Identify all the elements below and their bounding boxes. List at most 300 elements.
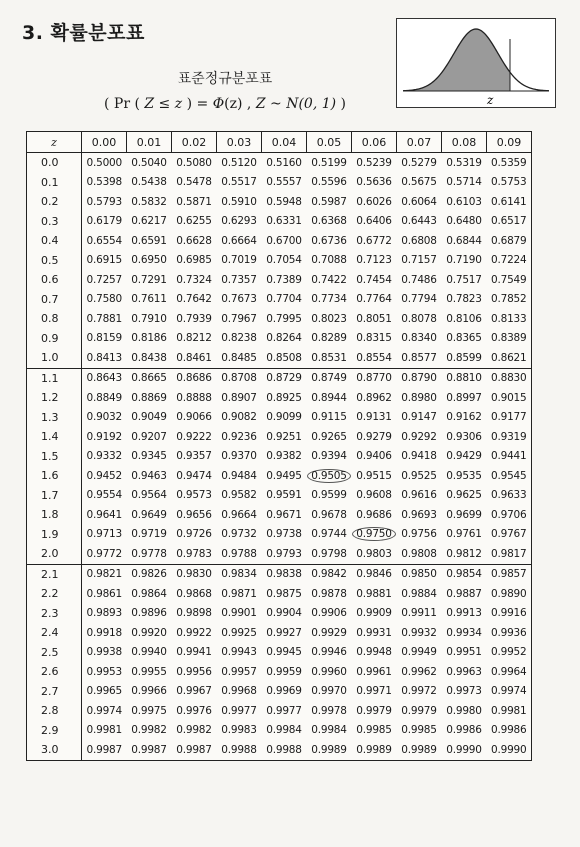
column-header: 0.00 bbox=[82, 132, 127, 153]
probability-cell: 0.8962 bbox=[356, 391, 392, 404]
probability-cell-circled bbox=[352, 525, 397, 545]
z-row-label: 1.5 bbox=[27, 447, 82, 467]
probability-cell: 0.6141 bbox=[487, 192, 532, 212]
table-row bbox=[27, 544, 532, 564]
column-header: 0.02 bbox=[172, 132, 217, 153]
probability-cell: 0.6700 bbox=[266, 234, 302, 247]
curve-z-label: z bbox=[487, 93, 494, 107]
z-column-header: z bbox=[27, 132, 82, 153]
table-row bbox=[27, 153, 532, 173]
probability-cell: 0.9904 bbox=[266, 607, 302, 620]
probability-cell: 0.9830 bbox=[176, 568, 212, 581]
probability-cell: 0.7823 bbox=[446, 293, 482, 306]
probability-cell: 0.9582 bbox=[221, 489, 257, 502]
table-row bbox=[27, 525, 532, 545]
column-header: 0.06 bbox=[352, 132, 397, 153]
probability-cell: 0.9812 bbox=[442, 544, 487, 564]
probability-cell: 0.9898 bbox=[176, 607, 212, 620]
probability-cell: 0.6517 bbox=[487, 212, 532, 232]
table-row bbox=[27, 701, 532, 721]
probability-cell: 0.9251 bbox=[266, 430, 302, 443]
probability-cell: 0.9767 bbox=[487, 525, 532, 545]
z-row-label: 2.8 bbox=[27, 701, 82, 721]
probability-cell: 0.8554 bbox=[352, 348, 397, 368]
probability-cell: 0.8944 bbox=[311, 391, 347, 404]
probability-cell: 0.8849 bbox=[86, 391, 123, 404]
probability-cell: 0.9441 bbox=[487, 447, 532, 467]
probability-cell: 0.9817 bbox=[487, 544, 532, 564]
probability-cell: 0.9890 bbox=[487, 584, 532, 604]
probability-cell: 0.9306 bbox=[446, 430, 482, 443]
probability-cell: 0.8577 bbox=[397, 348, 442, 368]
probability-cell: 0.9406 bbox=[356, 450, 392, 463]
probability-cell: 0.6480 bbox=[446, 215, 482, 228]
table-row bbox=[27, 173, 532, 193]
probability-cell: 0.9192 bbox=[86, 430, 123, 443]
probability-cell: 0.8485 bbox=[217, 348, 262, 368]
probability-cell: 0.9793 bbox=[262, 544, 307, 564]
table-row bbox=[27, 643, 532, 663]
probability-cell: 0.9972 bbox=[401, 685, 437, 698]
probability-cell: 0.7549 bbox=[487, 270, 532, 290]
probability-cell: 0.9957 bbox=[221, 665, 257, 678]
probability-cell: 0.9147 bbox=[401, 411, 437, 424]
probability-cell: 0.9982 bbox=[176, 724, 212, 737]
probability-cell: 0.8212 bbox=[176, 332, 212, 345]
z-row-label: 0.0 bbox=[27, 153, 82, 173]
probability-cell: 0.9981 bbox=[86, 724, 123, 737]
probability-cell: 0.6368 bbox=[311, 215, 347, 228]
probability-cell: 0.9989 bbox=[352, 740, 397, 760]
table-row bbox=[27, 309, 532, 329]
probability-cell: 0.9964 bbox=[487, 662, 532, 682]
probability-cell: 0.9049 bbox=[131, 411, 167, 424]
z-row-label: 1.8 bbox=[27, 505, 82, 525]
probability-cell: 0.6950 bbox=[131, 254, 167, 267]
table-row bbox=[27, 212, 532, 232]
probability-cell: 0.5871 bbox=[176, 195, 212, 208]
probability-cell: 0.9988 bbox=[262, 740, 307, 760]
probability-cell: 0.9929 bbox=[311, 626, 347, 639]
column-header: 0.01 bbox=[127, 132, 172, 153]
probability-cell: 0.7422 bbox=[311, 273, 347, 286]
probability-cell: 0.8315 bbox=[356, 332, 392, 345]
normal-curve-figure bbox=[396, 18, 556, 108]
probability-cell: 0.9945 bbox=[266, 646, 302, 659]
probability-cell: 0.9948 bbox=[356, 646, 392, 659]
probability-cell: 0.9554 bbox=[86, 489, 123, 502]
probability-cell: 0.9988 bbox=[217, 740, 262, 760]
z-row-label: 1.6 bbox=[27, 466, 82, 486]
probability-cell: 0.9515 bbox=[356, 469, 392, 482]
probability-cell: 0.9279 bbox=[356, 430, 392, 443]
probability-cell: 0.9983 bbox=[221, 724, 257, 737]
probability-cell: 0.9625 bbox=[446, 489, 482, 502]
probability-cell: 0.9591 bbox=[266, 489, 302, 502]
probability-cell: 0.7910 bbox=[131, 312, 167, 325]
probability-cell: 0.7486 bbox=[401, 273, 437, 286]
probability-cell: 0.9821 bbox=[86, 568, 123, 581]
z-row-label: 2.0 bbox=[27, 544, 82, 564]
probability-cell: 0.9973 bbox=[446, 685, 482, 698]
z-row-label: 2.6 bbox=[27, 662, 82, 682]
table-row bbox=[27, 192, 532, 212]
z-row-label: 0.9 bbox=[27, 329, 82, 349]
probability-cell: 0.9066 bbox=[176, 411, 212, 424]
probability-cell: 0.9761 bbox=[446, 528, 482, 541]
z-row-label: 2.7 bbox=[27, 682, 82, 702]
probability-cell: 0.9236 bbox=[221, 430, 257, 443]
probability-cell: 0.6808 bbox=[401, 234, 437, 247]
probability-cell: 0.9545 bbox=[487, 466, 532, 486]
probability-cell: 0.9922 bbox=[176, 626, 212, 639]
probability-cell: 0.9977 bbox=[221, 704, 257, 717]
probability-cell: 0.8264 bbox=[266, 332, 302, 345]
probability-cell: 0.9975 bbox=[131, 704, 167, 717]
probability-cell: 0.9861 bbox=[86, 587, 123, 600]
probability-cell: 0.8869 bbox=[131, 391, 167, 404]
probability-cell: 0.8830 bbox=[487, 368, 532, 388]
probability-cell: 0.5832 bbox=[131, 195, 167, 208]
probability-cell: 0.9838 bbox=[266, 568, 302, 581]
probability-cell: 0.9940 bbox=[131, 646, 167, 659]
probability-cell: 0.8997 bbox=[446, 391, 482, 404]
probability-cell: 0.9177 bbox=[487, 408, 532, 428]
z-row-label: 0.7 bbox=[27, 290, 82, 310]
table-row bbox=[27, 408, 532, 428]
probability-cell: 0.9978 bbox=[311, 704, 347, 717]
formula-z-small: z bbox=[174, 96, 183, 112]
probability-cell: 0.8159 bbox=[86, 332, 123, 345]
probability-cell: 0.9961 bbox=[356, 665, 392, 678]
probability-cell: 0.9744 bbox=[311, 528, 347, 541]
formula-z-var: Z bbox=[144, 96, 155, 112]
probability-cell: 0.5753 bbox=[487, 173, 532, 193]
probability-cell: 0.6844 bbox=[446, 234, 482, 247]
probability-cell: 0.9641 bbox=[86, 508, 123, 521]
probability-cell: 0.9906 bbox=[311, 607, 347, 620]
probability-cell: 0.8508 bbox=[262, 348, 307, 368]
probability-cell: 0.9429 bbox=[446, 450, 482, 463]
probability-cell: 0.5910 bbox=[221, 195, 257, 208]
z-row-label: 1.0 bbox=[27, 348, 82, 368]
probability-cell: 0.9292 bbox=[401, 430, 437, 443]
formula-phi: Φ bbox=[212, 96, 225, 112]
probability-cell: 0.8621 bbox=[487, 348, 532, 368]
z-row-label: 1.3 bbox=[27, 408, 82, 428]
probability-cell: 0.9963 bbox=[446, 665, 482, 678]
probability-cell: 0.9868 bbox=[176, 587, 212, 600]
probability-cell: 0.9332 bbox=[86, 450, 123, 463]
z-row-label: 2.3 bbox=[27, 604, 82, 624]
z-row-label: 2.1 bbox=[27, 564, 82, 584]
probability-cell: 0.9656 bbox=[176, 508, 212, 521]
probability-cell: 0.8643 bbox=[86, 372, 123, 385]
probability-cell: 0.8531 bbox=[307, 348, 352, 368]
column-header: 0.05 bbox=[307, 132, 352, 153]
probability-cell: 0.9878 bbox=[311, 587, 347, 600]
probability-cell: 0.5675 bbox=[401, 176, 437, 189]
probability-cell: 0.5398 bbox=[86, 176, 123, 189]
probability-cell: 0.7454 bbox=[356, 273, 392, 286]
probability-cell: 0.9955 bbox=[131, 665, 167, 678]
probability-cell: 0.9974 bbox=[86, 704, 123, 717]
probability-cell: 0.9686 bbox=[356, 508, 392, 521]
probability-cell: 0.7389 bbox=[266, 273, 302, 286]
probability-cell: 0.6985 bbox=[176, 254, 212, 267]
probability-cell: 0.9985 bbox=[356, 724, 392, 737]
table-row bbox=[27, 740, 532, 760]
probability-cell: 0.9222 bbox=[176, 430, 212, 443]
probability-cell: 0.9370 bbox=[221, 450, 257, 463]
z-row-label: 2.2 bbox=[27, 584, 82, 604]
probability-cell: 0.7642 bbox=[176, 293, 212, 306]
probability-cell: 0.8980 bbox=[401, 391, 437, 404]
probability-cell: 0.6255 bbox=[176, 215, 212, 228]
column-header: 0.09 bbox=[487, 132, 532, 153]
probability-cell: 0.6664 bbox=[221, 234, 257, 247]
probability-cell: 0.8106 bbox=[446, 312, 482, 325]
column-header: 0.08 bbox=[442, 132, 487, 153]
probability-cell: 0.9949 bbox=[401, 646, 437, 659]
probability-cell: 0.7995 bbox=[266, 312, 302, 325]
probability-cell: 0.6628 bbox=[176, 234, 212, 247]
probability-cell: 0.5478 bbox=[176, 176, 212, 189]
probability-cell: 0.6591 bbox=[131, 234, 167, 247]
probability-cell: 0.9706 bbox=[487, 505, 532, 525]
probability-cell: 0.9608 bbox=[356, 489, 392, 502]
probability-cell: 0.9936 bbox=[487, 623, 532, 643]
probability-cell: 0.9664 bbox=[221, 508, 257, 521]
table-row bbox=[27, 388, 532, 408]
probability-cell: 0.6293 bbox=[221, 215, 257, 228]
probability-cell: 0.7324 bbox=[176, 273, 212, 286]
column-header: 0.07 bbox=[397, 132, 442, 153]
probability-cell: 0.5438 bbox=[131, 176, 167, 189]
probability-cell: 0.8599 bbox=[442, 348, 487, 368]
probability-cell: 0.9925 bbox=[221, 626, 257, 639]
probability-cell: 0.9960 bbox=[311, 665, 347, 678]
probability-cell: 0.8289 bbox=[311, 332, 347, 345]
table-row bbox=[27, 329, 532, 349]
z-row-label: 0.2 bbox=[27, 192, 82, 212]
probability-cell: 0.8749 bbox=[311, 372, 347, 385]
probability-cell: 0.7224 bbox=[487, 251, 532, 271]
probability-cell: 0.7764 bbox=[356, 293, 392, 306]
probability-cell: 0.9699 bbox=[446, 508, 482, 521]
probability-cell: 0.9934 bbox=[446, 626, 482, 639]
probability-cell: 0.6915 bbox=[86, 254, 123, 267]
probability-cell: 0.9931 bbox=[356, 626, 392, 639]
probability-cell: 0.8461 bbox=[172, 348, 217, 368]
probability-cell: 0.9713 bbox=[86, 528, 123, 541]
probability-cell: 0.9082 bbox=[221, 411, 257, 424]
probability-cell: 0.5199 bbox=[311, 156, 347, 169]
probability-cell: 0.9345 bbox=[131, 450, 167, 463]
probability-cell: 0.6217 bbox=[131, 215, 167, 228]
table-row bbox=[27, 564, 532, 584]
probability-cell: 0.8078 bbox=[401, 312, 437, 325]
table-row bbox=[27, 604, 532, 624]
probability-cell: 0.9535 bbox=[446, 469, 482, 482]
probability-cell: 0.7580 bbox=[86, 293, 123, 306]
probability-cell: 0.9956 bbox=[176, 665, 212, 678]
probability-cell: 0.5040 bbox=[131, 156, 167, 169]
probability-cell: 0.7019 bbox=[221, 254, 257, 267]
circle-mark: 0.9505 bbox=[307, 469, 351, 483]
probability-cell: 0.9968 bbox=[221, 685, 257, 698]
probability-cell: 0.6103 bbox=[446, 195, 482, 208]
table-row bbox=[27, 584, 532, 604]
probability-cell: 0.9969 bbox=[266, 685, 302, 698]
probability-cell: 0.9846 bbox=[356, 568, 392, 581]
probability-cell: 0.8925 bbox=[266, 391, 302, 404]
probability-cell: 0.5160 bbox=[266, 156, 302, 169]
probability-cell: 0.7157 bbox=[401, 254, 437, 267]
probability-cell: 0.8413 bbox=[82, 348, 127, 368]
formula-dist: Z ~ N(0, 1) bbox=[255, 96, 337, 112]
probability-cell: 0.8729 bbox=[266, 372, 302, 385]
probability-cell: 0.9463 bbox=[131, 469, 167, 482]
probability-cell: 0.9798 bbox=[307, 544, 352, 564]
table-row bbox=[27, 427, 532, 447]
probability-cell: 0.9911 bbox=[401, 607, 437, 620]
probability-cell: 0.9854 bbox=[446, 568, 482, 581]
probability-cell: 0.9987 bbox=[127, 740, 172, 760]
probability-cell: 0.7123 bbox=[356, 254, 392, 267]
probability-cell: 0.6331 bbox=[266, 215, 302, 228]
probability-cell: 0.8686 bbox=[176, 372, 212, 385]
formula bbox=[0, 96, 450, 112]
probability-cell: 0.9015 bbox=[487, 388, 532, 408]
formula-close: ) bbox=[336, 96, 347, 112]
probability-cell: 0.9678 bbox=[311, 508, 347, 521]
probability-cell: 0.8365 bbox=[446, 332, 482, 345]
probability-cell: 0.7794 bbox=[401, 293, 437, 306]
probability-cell: 0.8888 bbox=[176, 391, 212, 404]
probability-cell: 0.6026 bbox=[356, 195, 392, 208]
probability-cell: 0.5080 bbox=[176, 156, 212, 169]
table-row bbox=[27, 251, 532, 271]
table-row bbox=[27, 368, 532, 388]
probability-cell: 0.7673 bbox=[221, 293, 257, 306]
probability-cell: 0.9909 bbox=[356, 607, 392, 620]
probability-cell: 0.9941 bbox=[176, 646, 212, 659]
probability-cell: 0.9989 bbox=[397, 740, 442, 760]
header-row bbox=[27, 132, 532, 153]
probability-cell: 0.9726 bbox=[176, 528, 212, 541]
formula-le: ≤ bbox=[154, 96, 175, 112]
probability-cell: 0.9981 bbox=[487, 701, 532, 721]
probability-cell: 0.9990 bbox=[442, 740, 487, 760]
probability-cell: 0.5120 bbox=[221, 156, 257, 169]
z-row-label: 2.5 bbox=[27, 643, 82, 663]
probability-cell: 0.8907 bbox=[221, 391, 257, 404]
probability-cell: 0.9938 bbox=[86, 646, 123, 659]
probability-cell: 0.9884 bbox=[401, 587, 437, 600]
probability-cell: 0.7611 bbox=[131, 293, 167, 306]
probability-cell: 0.9918 bbox=[86, 626, 123, 639]
table-title: 표준정규분포표 bbox=[177, 71, 273, 87]
table-row bbox=[27, 662, 532, 682]
probability-cell: 0.9965 bbox=[86, 685, 123, 698]
probability-cell: 0.9573 bbox=[176, 489, 212, 502]
formula-open: ( Pr ( bbox=[103, 96, 145, 112]
table-row bbox=[27, 486, 532, 506]
probability-cell: 0.9989 bbox=[307, 740, 352, 760]
probability-cell: 0.9382 bbox=[266, 450, 302, 463]
probability-cell: 0.9952 bbox=[487, 643, 532, 663]
probability-cell: 0.9418 bbox=[401, 450, 437, 463]
probability-cell: 0.9920 bbox=[131, 626, 167, 639]
probability-cell: 0.6554 bbox=[86, 234, 123, 247]
probability-cell: 0.7257 bbox=[86, 273, 123, 286]
table-row bbox=[27, 682, 532, 702]
probability-cell: 0.9162 bbox=[446, 411, 482, 424]
z-row-label: 0.6 bbox=[27, 270, 82, 290]
probability-cell: 0.9974 bbox=[487, 682, 532, 702]
probability-cell: 0.9319 bbox=[487, 427, 532, 447]
probability-cell: 0.9946 bbox=[311, 646, 347, 659]
probability-cell: 0.9857 bbox=[487, 564, 532, 584]
table-row bbox=[27, 623, 532, 643]
probability-cell: 0.6772 bbox=[356, 234, 392, 247]
table-row bbox=[27, 447, 532, 467]
probability-cell: 0.9896 bbox=[131, 607, 167, 620]
probability-cell: 0.9943 bbox=[221, 646, 257, 659]
probability-cell-circled bbox=[307, 466, 352, 486]
formula-mid: ) = bbox=[182, 96, 213, 112]
probability-cell: 0.9719 bbox=[131, 528, 167, 541]
probability-cell: 0.9985 bbox=[401, 724, 437, 737]
probability-cell: 0.9953 bbox=[86, 665, 123, 678]
circle-mark: 0.9750 bbox=[352, 527, 396, 541]
probability-cell: 0.9986 bbox=[487, 721, 532, 741]
normal-curve-icon bbox=[397, 19, 555, 107]
z-row-label: 1.2 bbox=[27, 388, 82, 408]
probability-cell: 0.8023 bbox=[311, 312, 347, 325]
probability-cell: 0.9901 bbox=[221, 607, 257, 620]
probability-cell: 0.8708 bbox=[221, 372, 257, 385]
probability-cell: 0.9474 bbox=[176, 469, 212, 482]
table-row bbox=[27, 505, 532, 525]
probability-cell: 0.5793 bbox=[86, 195, 123, 208]
probability-cell: 0.9962 bbox=[401, 665, 437, 678]
probability-cell: 0.9484 bbox=[221, 469, 257, 482]
probability-cell: 0.9875 bbox=[266, 587, 302, 600]
probability-cell: 0.9864 bbox=[131, 587, 167, 600]
probability-cell: 0.9649 bbox=[131, 508, 167, 521]
shaded-area bbox=[403, 29, 510, 91]
probability-cell: 0.9980 bbox=[446, 704, 482, 717]
probability-cell: 0.9976 bbox=[176, 704, 212, 717]
probability-cell: 0.9977 bbox=[266, 704, 302, 717]
probability-cell: 0.8770 bbox=[356, 372, 392, 385]
probability-cell: 0.7190 bbox=[446, 254, 482, 267]
probability-cell: 0.6879 bbox=[487, 231, 532, 251]
probability-cell: 0.9788 bbox=[217, 544, 262, 564]
probability-cell: 0.8051 bbox=[356, 312, 392, 325]
probability-cell: 0.8665 bbox=[131, 372, 167, 385]
probability-cell: 0.7734 bbox=[311, 293, 347, 306]
table-row bbox=[27, 466, 532, 486]
probability-cell: 0.9951 bbox=[446, 646, 482, 659]
probability-cell: 0.5987 bbox=[311, 195, 347, 208]
probability-cell: 0.9913 bbox=[446, 607, 482, 620]
probability-cell: 0.9616 bbox=[401, 489, 437, 502]
probability-cell: 0.9979 bbox=[356, 704, 392, 717]
probability-cell: 0.9979 bbox=[401, 704, 437, 717]
